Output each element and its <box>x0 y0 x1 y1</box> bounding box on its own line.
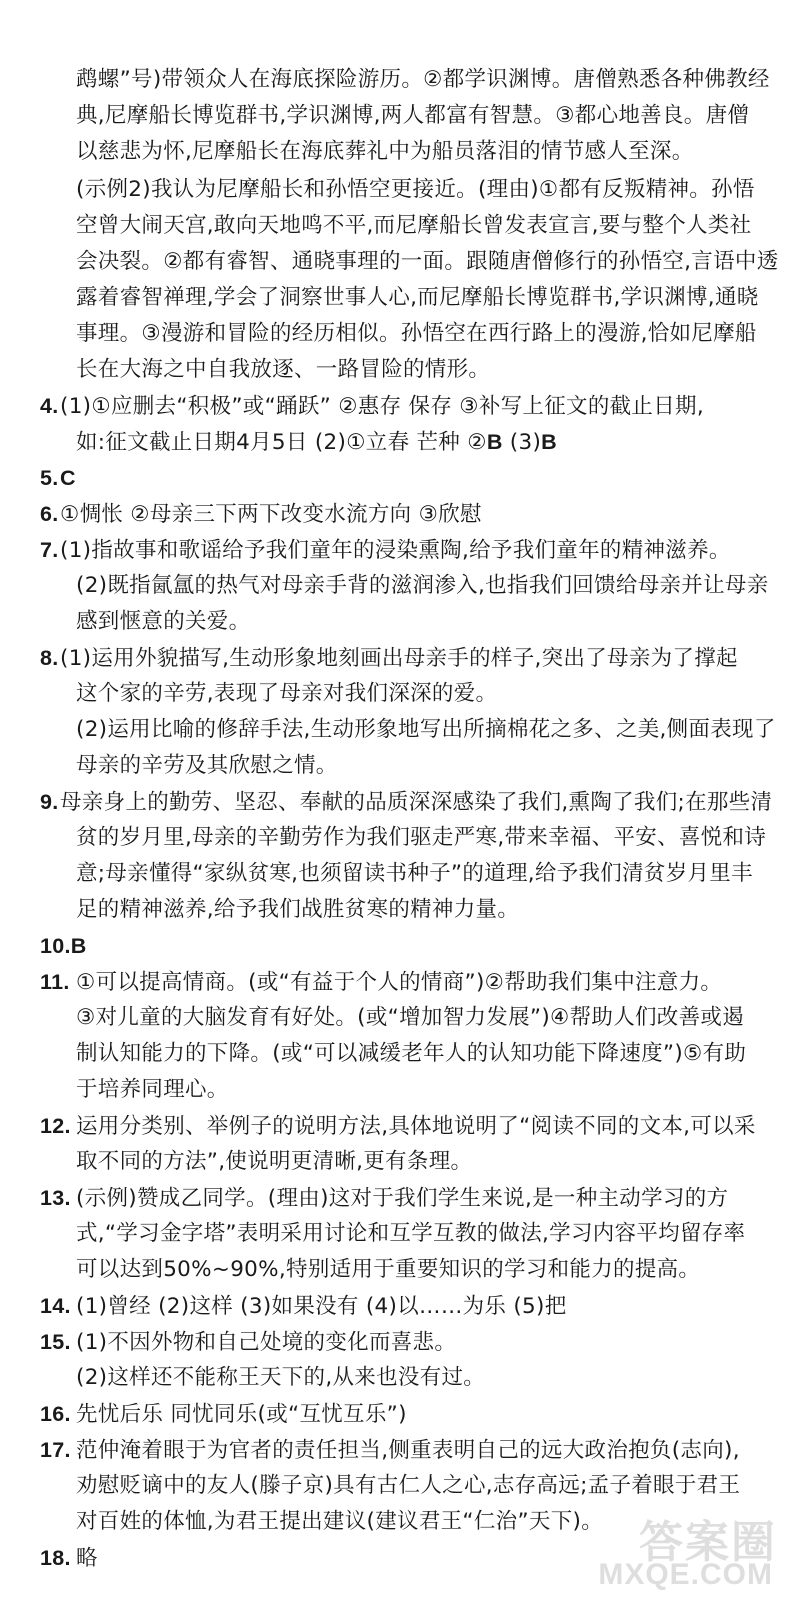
answer-choice: B <box>70 934 87 958</box>
text-line: 取不同的方法”,使说明更清晰,更有条理。 <box>76 1149 473 1174</box>
text-line: (2)既指氤氲的热气对母亲手背的滋润渗入,也指我们回馈给母亲并让母亲 <box>76 573 769 598</box>
question-number: 8. <box>40 646 59 670</box>
example-2-block <box>76 172 779 388</box>
text-line <box>40 1432 740 1468</box>
text-line: (示例2)我认为尼摩船长和孙悟空更接近。(理由)①都有反叛精神。孙悟 <box>76 177 755 202</box>
answer-text: (示例)赞成乙同学。(理由)这对于我们学生来说,是一种主动学习的方 <box>76 1186 729 1211</box>
text-line: 空曾大闹天宫,敢向天地鸣不平,而尼摩船长曾发表宣言,要与整个人类社 <box>76 213 752 238</box>
answer-text: (1)不因外物和自己处境的变化而喜悲。 <box>76 1330 457 1355</box>
text-line <box>40 928 87 964</box>
question-number: 17. <box>40 1438 71 1462</box>
answer-9 <box>40 784 772 928</box>
text-line <box>40 1180 745 1216</box>
text-line: 贫的岁月里,母亲的辛勤劳作为我们驱走严寒,带来幸福、平安、喜悦和诗 <box>76 825 767 850</box>
answer-choice: B <box>541 430 557 454</box>
question-number: 6. <box>40 502 59 526</box>
question-number: 10. <box>40 934 71 958</box>
text-line: 母亲的辛劳及其欣慰之情。 <box>76 753 338 778</box>
text-line: 典,尼摩船长博览群书,学识渊博,两人都富有智慧。③都心地善良。唐僧 <box>76 103 750 128</box>
text-line: 以慈悲为怀,尼摩船长在海底葬礼中为船员落泪的情节感人至深。 <box>76 139 694 164</box>
question-number: 4. <box>40 394 59 418</box>
text-line: ③对儿童的大脑发育有好处。(或“增加智力发展”)④帮助人们改善或遏 <box>76 1005 745 1030</box>
text-line <box>40 1396 407 1432</box>
text-line: 意;母亲懂得“家纵贫寒,也须留读书种子”的道理,给予我们清贫岁月里丰 <box>76 861 753 886</box>
answer-choice: C <box>60 466 76 490</box>
answer-18 <box>40 1540 98 1576</box>
answer-text: (1)①应删去“积极”或“踊跃” ②惠存 保存 ③补写上征文的截止日期, <box>60 394 704 419</box>
answer-12 <box>40 1108 756 1180</box>
site-watermark <box>527 1506 777 1592</box>
answer-text: ①惆怅 ②母亲三下两下改变水流方向 ③欣慰 <box>60 502 482 527</box>
question-number: 11. <box>40 970 70 994</box>
text-line: 制认知能力的下降。(或“可以减缓老年人的认知功能下降速度”)⑤有助 <box>76 1041 747 1066</box>
answer-11 <box>40 964 746 1108</box>
text-line: 会决裂。②都有睿智、通晓事理的一面。跟随唐僧修行的孙悟空,言语中透 <box>76 249 779 274</box>
answer-text: 如:征文截止日期4月5日 (2)①立春 芒种 ② <box>76 430 487 455</box>
answer-10 <box>40 928 87 964</box>
question-number: 14. <box>40 1294 71 1318</box>
answer-16 <box>40 1396 407 1432</box>
question-number: 16. <box>40 1402 71 1426</box>
text-line: 式,“学习金字塔”表明采用讨论和互学互教的做法,学习内容平均留存率 <box>76 1221 746 1246</box>
answer-13 <box>40 1180 745 1288</box>
answer-text: (1)运用外貌描写,生动形象地刻画出母亲手的样子,突出了母亲为了撑起 <box>60 646 738 671</box>
answer-text: 略 <box>76 1546 98 1571</box>
text-line: 事理。③漫游和冒险的经历相似。孙悟空在西行路上的漫游,恰如尼摩船 <box>76 321 757 346</box>
text-line <box>40 784 772 820</box>
text-line: 可以达到50%~90%,特别适用于重要知识的学习和能力的提高。 <box>76 1257 701 1282</box>
text-line: 露着睿智禅理,学会了洞察世事人心,而尼摩船长博览群书,学识渊博,通晓 <box>76 285 759 310</box>
question-number: 7. <box>40 538 59 562</box>
answer-text: (1)曾经 (2)这样 (3)如果没有 (4)以……为乐 (5)把 <box>76 1294 567 1319</box>
text-line <box>40 388 704 424</box>
answer-text: (3) <box>502 430 542 455</box>
watermark-logo-text: 答案圈 <box>639 1517 777 1568</box>
text-line <box>40 496 482 532</box>
text-line <box>40 424 704 460</box>
text-line <box>40 1108 756 1144</box>
question-number: 12. <box>40 1114 71 1138</box>
text-line: 足的精神滋养,给予我们战胜贫寒的精神力量。 <box>76 897 520 922</box>
text-line: 劝慰贬谪中的友人(滕子京)具有古仁人之心,志存高远;孟子着眼于君王 <box>76 1473 741 1498</box>
answer-text: 母亲身上的勤劳、坚忍、奉献的品质深深感染了我们,熏陶了我们;在那些清 <box>60 790 773 815</box>
question-number: 9. <box>40 790 59 814</box>
question-number: 15. <box>40 1330 71 1354</box>
text-line <box>40 532 769 568</box>
watermark-url: MXQE.COM <box>598 1558 773 1591</box>
text-line <box>40 1324 485 1360</box>
answer-text: ①可以提高情商。(或“有益于个人的情商”)②帮助我们集中注意力。 <box>76 970 723 995</box>
answer-8 <box>40 640 776 784</box>
text-line: 长在大海之中自我放逐、一路冒险的情形。 <box>76 357 491 382</box>
text-line: 鹉螺”号)带领众人在海底探险游历。②都学识渊博。唐僧熟悉各种佛教经 <box>76 67 770 92</box>
answer-5 <box>40 460 76 496</box>
text-line: (2)运用比喻的修辞手法,生动形象地写出所摘棉花之多、之美,侧面表现了 <box>76 717 776 742</box>
answer-text: 运用分类别、举例子的说明方法,具体地说明了“阅读不同的文本,可以采 <box>76 1114 756 1139</box>
text-line: 感到惬意的关爱。 <box>76 609 251 634</box>
answer-7 <box>40 532 769 640</box>
text-line <box>40 1288 567 1324</box>
text-line <box>40 640 776 676</box>
question-number: 18. <box>40 1546 71 1570</box>
answer-6 <box>40 496 482 532</box>
answer-15 <box>40 1324 485 1396</box>
question-number: 13. <box>40 1186 71 1210</box>
answer-text: 范仲淹着眼于为官者的责任担当,侧重表明自己的远大政治抱负(志向), <box>76 1438 740 1463</box>
answer-choice: B <box>486 430 503 454</box>
text-line: 对百姓的体恤,为君王提出建议(建议君王“仁治”天下)。 <box>76 1509 603 1534</box>
text-line <box>40 460 76 496</box>
text-line: (2)这样还不能称王天下的,从来也没有过。 <box>76 1365 486 1390</box>
question-number: 5. <box>40 466 59 490</box>
answer-text: 先忧后乐 同忧同乐(或“互忧互乐”) <box>76 1402 407 1427</box>
answer-14 <box>40 1288 567 1324</box>
text-line: 于培养同理心。 <box>76 1077 229 1102</box>
text-line <box>40 964 746 1000</box>
text-line: 这个家的辛劳,表现了母亲对我们深深的爱。 <box>76 681 498 706</box>
answer-4 <box>40 388 704 460</box>
continuation-block <box>76 62 770 170</box>
text-line <box>40 1540 98 1576</box>
answer-text: (1)指故事和歌谣给予我们童年的浸染熏陶,给予我们童年的精神滋养。 <box>60 538 731 563</box>
